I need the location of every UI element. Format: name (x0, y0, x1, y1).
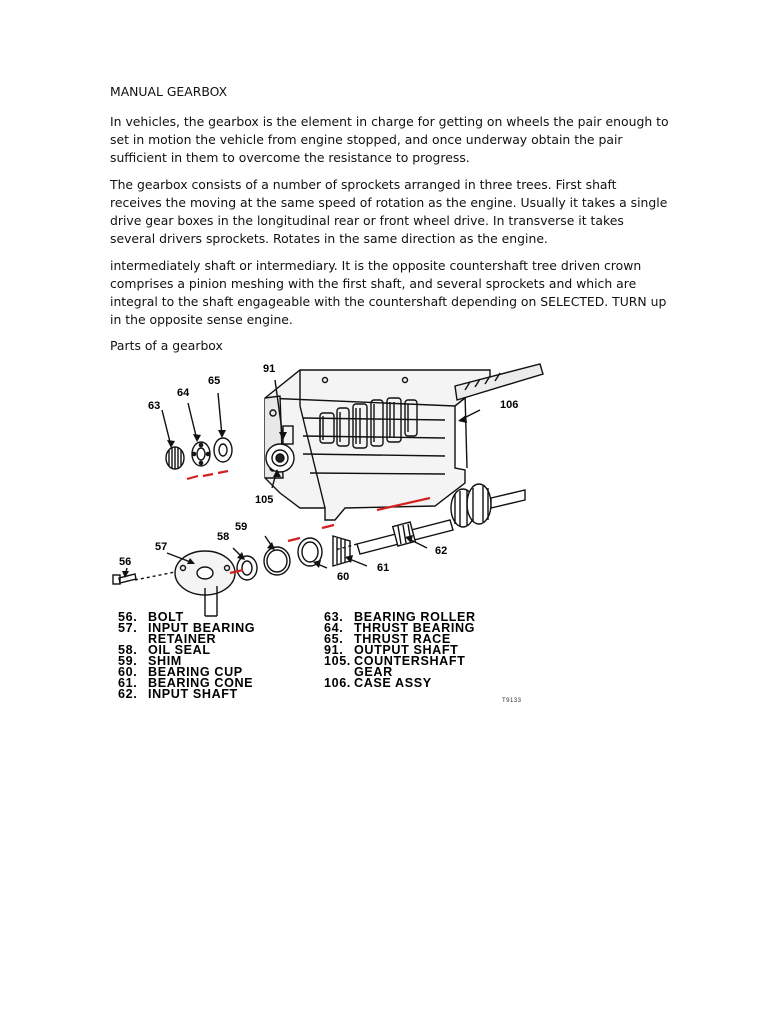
bearing-roller-shape (166, 447, 184, 469)
paragraph-2 (110, 176, 670, 248)
callout-58: 58 (217, 531, 230, 543)
legend-item-105: 105. COUNTERSHAFT (324, 654, 466, 668)
thrust-bearing-shape (192, 442, 210, 466)
title-text: MANUAL GEARBOX (110, 84, 228, 99)
figure-code: T9133 (502, 698, 522, 704)
legend-item-58: 58. OIL SEAL (118, 643, 211, 657)
legend-item-65: 65. THRUST RACE (324, 632, 451, 646)
callout-60: 60 (337, 571, 350, 583)
paragraph-1 (110, 113, 670, 167)
callout-57: 57 (155, 541, 168, 553)
legend-item-105-cont: GEAR (354, 665, 393, 679)
legend-item-57: 57. INPUT BEARING (118, 621, 256, 635)
callout-59: 59 (235, 521, 248, 533)
shim-shape (264, 547, 290, 575)
bearing-cone-shape (333, 536, 350, 566)
callout-91: 91 (263, 363, 276, 375)
callout-64: 64 (177, 387, 190, 399)
callout-56: 56 (119, 556, 132, 568)
gearbox-drawing (105, 358, 545, 618)
paragraph-2-text: The gearbox consists of a number of sprockets arranged in three trees. First shaft receives the moving at the same speed of rotation as the engine. Usually it takes a single drive gear boxes in the longitudinal rear or front wheel drive. In transverse it takes several drivers sprockets. Rotates in the same direction as the engine. (110, 177, 668, 246)
parts-legend-right (324, 612, 544, 689)
callout-105: 105 (255, 494, 274, 506)
thrust-race-shape (214, 438, 232, 462)
legend-item-59: 59. SHIM (118, 654, 182, 668)
oil-seal-shape (237, 556, 257, 580)
legend-item-64: 64. THRUST BEARING (324, 621, 476, 635)
callout-61: 61 (377, 562, 390, 574)
legend-item-61: 61. BEARING CONE (118, 676, 254, 690)
legend-item-62: 62. INPUT SHAFT (118, 687, 238, 701)
callout-65: 65 (208, 375, 221, 387)
callout-63: 63 (148, 400, 161, 412)
callout-106: 106 (500, 399, 519, 411)
paragraph-3-text: intermediately shaft or intermediary. It is the opposite countershaft tree driven crown comprises a pinion meshing with the first shaft, and several sprockets and which are integral to the shaft engageable with the countershaft depending on SELECTED. TURN up in the opposite sense engine. (110, 258, 667, 327)
callout-62: 62 (435, 545, 448, 557)
legend-item-57-cont: RETAINER (148, 632, 217, 646)
paragraph-1-text: In vehicles, the gearbox is the element in charge for getting on wheels the pair enough to set in motion the vehicle from engine stopped, and once underway obtain the pair sufficient in them to overcome the resistance to progress. (110, 114, 669, 165)
input-bearing-retainer-shape (175, 551, 235, 616)
legend-item-63: 63. BEARING ROLLER (324, 610, 476, 624)
paragraph-3 (110, 257, 670, 329)
parts-heading-text: Parts of a gearbox (110, 338, 223, 353)
legend-item-56: 56. BOLT (118, 610, 184, 624)
document-title (110, 83, 670, 101)
parts-heading (110, 337, 670, 355)
legend-item-91: 91. OUTPUT SHAFT (324, 643, 459, 657)
legend-item-106: 106. CASE ASSY (324, 676, 432, 690)
parts-legend-left (118, 612, 318, 700)
legend-item-60: 60. BEARING CUP (118, 665, 243, 679)
